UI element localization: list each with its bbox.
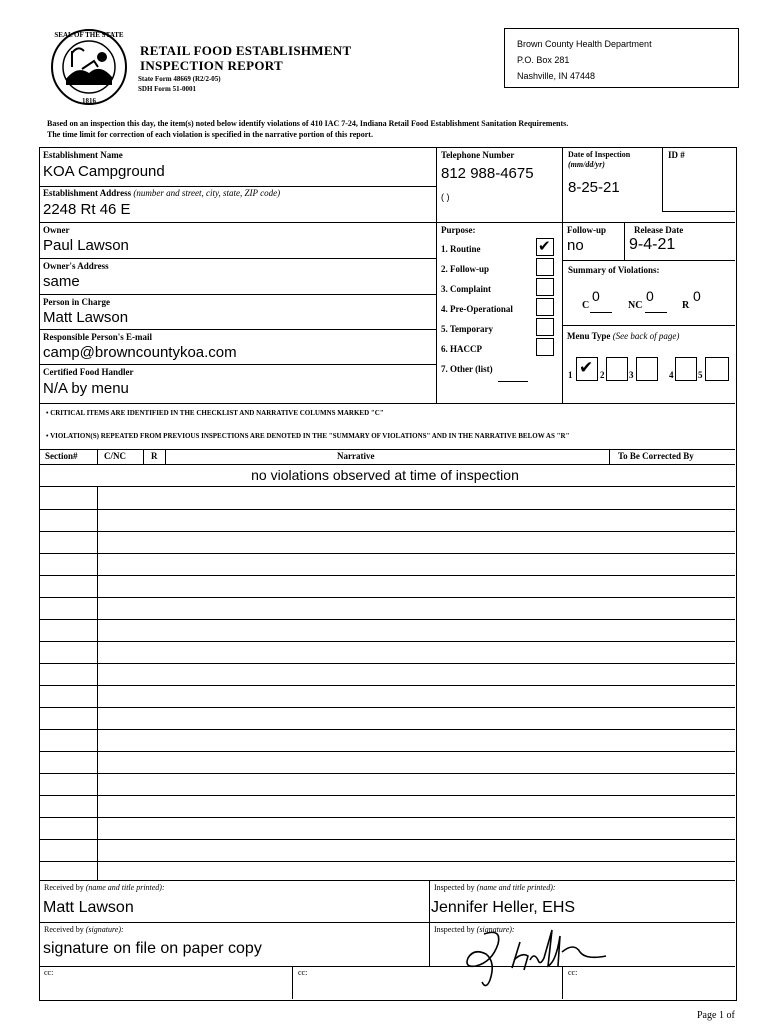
telephone-field[interactable]: 812 988-4675: [441, 165, 534, 182]
purpose-haccp: 6. HACCP: [441, 344, 482, 354]
purpose-other: 7. Other (list): [441, 364, 493, 374]
food-handler-field[interactable]: N/A by menu: [43, 380, 129, 397]
email-label: Responsible Person's E-mail: [43, 332, 153, 342]
purpose-haccp-checkbox[interactable]: [536, 338, 554, 356]
inspected-by-signature-label: Inspected by (signature):: [434, 925, 515, 934]
release-date-field[interactable]: 9-4-21: [629, 236, 676, 253]
cc-field-1[interactable]: cc:: [44, 968, 54, 977]
purpose-complaint: 3. Complaint: [441, 284, 492, 294]
table-row: [39, 795, 735, 796]
owner-address-label: Owner's Address: [43, 261, 109, 271]
person-in-charge-field[interactable]: Matt Lawson: [43, 309, 129, 326]
table-row: [39, 575, 735, 576]
intro-line2: The time limit for correction of each violation is specified in the narrative portion of this report.: [47, 130, 373, 139]
col-section-header: Section#: [45, 451, 78, 461]
table-row: [39, 597, 735, 598]
sdh-form-number: SDH Form 51-0001: [138, 85, 196, 93]
svg-text:1816: 1816: [82, 97, 96, 105]
table-row: [39, 531, 735, 532]
purpose-pre-operational-checkbox[interactable]: [536, 298, 554, 316]
form-title-line2: INSPECTION REPORT: [140, 58, 283, 73]
col-cnc-header: C/NC: [104, 451, 126, 461]
summary-repeat-value[interactable]: 0: [693, 288, 701, 304]
inspection-date-hint: (mm/dd/yr): [568, 160, 605, 169]
purpose-label: Purpose:: [441, 225, 476, 235]
telephone-secondary-field[interactable]: ( ): [441, 192, 450, 202]
establishment-name-field[interactable]: KOA Campground: [43, 163, 165, 180]
inspection-date-label: Date of Inspection: [568, 150, 631, 159]
state-seal-icon: [42, 27, 136, 107]
owner-field[interactable]: Paul Lawson: [43, 237, 129, 254]
table-row: [39, 861, 735, 862]
purpose-routine-checkbox[interactable]: [536, 238, 554, 256]
svg-text:SEAL OF THE STATE: SEAL OF THE STATE: [54, 31, 124, 39]
menu-type-label: Menu Type (See back of page): [567, 331, 680, 341]
menu-type-5-checkbox[interactable]: [705, 357, 729, 381]
inspected-by-name-field[interactable]: Jennifer Heller, EHS: [431, 899, 576, 916]
received-by-name-field[interactable]: Matt Lawson: [43, 899, 134, 916]
telephone-label: Telephone Number: [441, 150, 515, 160]
inspection-date-field[interactable]: 8-25-21: [568, 179, 620, 196]
summary-noncritical-value[interactable]: 0: [646, 288, 654, 304]
table-row: [39, 509, 735, 510]
table-row: [39, 707, 735, 708]
establishment-address-field[interactable]: 2248 Rt 46 E: [43, 201, 131, 218]
summary-label: Summary of Violations:: [568, 265, 660, 275]
col-narrative-header: Narrative: [337, 451, 375, 461]
menu-type-4-checkbox[interactable]: [675, 357, 697, 381]
purpose-pre-operational: 4. Pre-Operational: [441, 304, 513, 314]
col-corrected-by-header: To Be Corrected By: [618, 451, 694, 461]
menu-type-1-checkbox[interactable]: [576, 357, 598, 381]
table-row: [39, 751, 735, 752]
received-by-signature-field[interactable]: signature on file on paper copy: [43, 940, 262, 957]
followup-field[interactable]: no: [567, 237, 584, 254]
table-row: [39, 553, 735, 554]
purpose-routine: 1. Routine: [441, 244, 481, 254]
purpose-follow-up: 2. Follow-up: [441, 264, 490, 274]
department-po-box: P.O. Box 281: [517, 55, 570, 65]
release-date-label: Release Date: [634, 225, 684, 235]
followup-label: Follow-up: [567, 225, 607, 235]
check-mark-icon: ✔: [538, 238, 551, 255]
table-row: [39, 619, 735, 620]
table-row: [39, 641, 735, 642]
check-mark-icon: ✔: [579, 358, 594, 377]
food-handler-label: Certified Food Handler: [43, 367, 134, 377]
table-row: [39, 663, 735, 664]
repeated-violations-note: • VIOLATION(S) REPEATED FROM PREVIOUS INSPECTIONS ARE DENOTED IN THE "SUMMARY OF VIOLATIONS" AND IN THE NARRATIVE BELOW AS "R": [46, 432, 570, 440]
purpose-complaint-checkbox[interactable]: [536, 278, 554, 296]
email-field[interactable]: camp@browncountykoa.com: [43, 344, 237, 361]
table-row: [39, 817, 735, 818]
intro-line1: Based on an inspection this day, the item(s) noted below identify violations of 410 IAC 7-24, Indiana Retail Food Establishment Sanitation Requirements.: [47, 119, 569, 128]
purpose-temporary-checkbox[interactable]: [536, 318, 554, 336]
critical-items-note: • CRITICAL ITEMS ARE IDENTIFIED IN THE CHECKLIST AND NARRATIVE COLUMNS MARKED "C": [46, 409, 384, 417]
establishment-name-label: Establishment Name: [43, 150, 123, 160]
cc-field-3[interactable]: cc:: [568, 968, 578, 977]
col-r-header: R: [151, 451, 158, 461]
purpose-temporary: 5. Temporary: [441, 324, 494, 334]
table-row: [39, 839, 735, 840]
table-row: [39, 773, 735, 774]
owner-address-field[interactable]: same: [43, 273, 80, 290]
inspected-by-name-label: Inspected by (name and title printed):: [434, 883, 556, 892]
department-name: Brown County Health Department: [517, 39, 652, 49]
received-by-name-label: Received by (name and title printed):: [44, 883, 165, 892]
summary-critical-value[interactable]: 0: [592, 288, 600, 304]
menu-type-3-checkbox[interactable]: [636, 357, 658, 381]
narrative-first-row[interactable]: no violations observed at time of inspection: [251, 467, 519, 483]
department-address-box: [504, 28, 739, 88]
menu-type-2-checkbox[interactable]: [606, 357, 628, 381]
id-label: ID #: [668, 150, 685, 160]
table-row: [39, 729, 735, 730]
state-form-number: State Form 48669 (R2/2-05): [138, 75, 221, 83]
department-city: Nashville, IN 47448: [517, 71, 596, 81]
inspector-signature-icon: [456, 922, 621, 992]
form-frame: [39, 147, 737, 1001]
page-number: Page 1 of: [697, 1010, 735, 1021]
owner-label: Owner: [43, 225, 70, 235]
person-in-charge-label: Person in Charge: [43, 297, 110, 307]
establishment-address-label: Establishment Address (number and street, city, state, ZIP code): [43, 188, 281, 198]
form-title-line1: RETAIL FOOD ESTABLISHMENT: [140, 43, 352, 58]
purpose-follow-up-checkbox[interactable]: [536, 258, 554, 276]
table-row: [39, 685, 735, 686]
received-by-signature-label: Received by (signature):: [44, 925, 124, 934]
table-row: [39, 486, 735, 487]
cc-field-2[interactable]: cc:: [298, 968, 308, 977]
